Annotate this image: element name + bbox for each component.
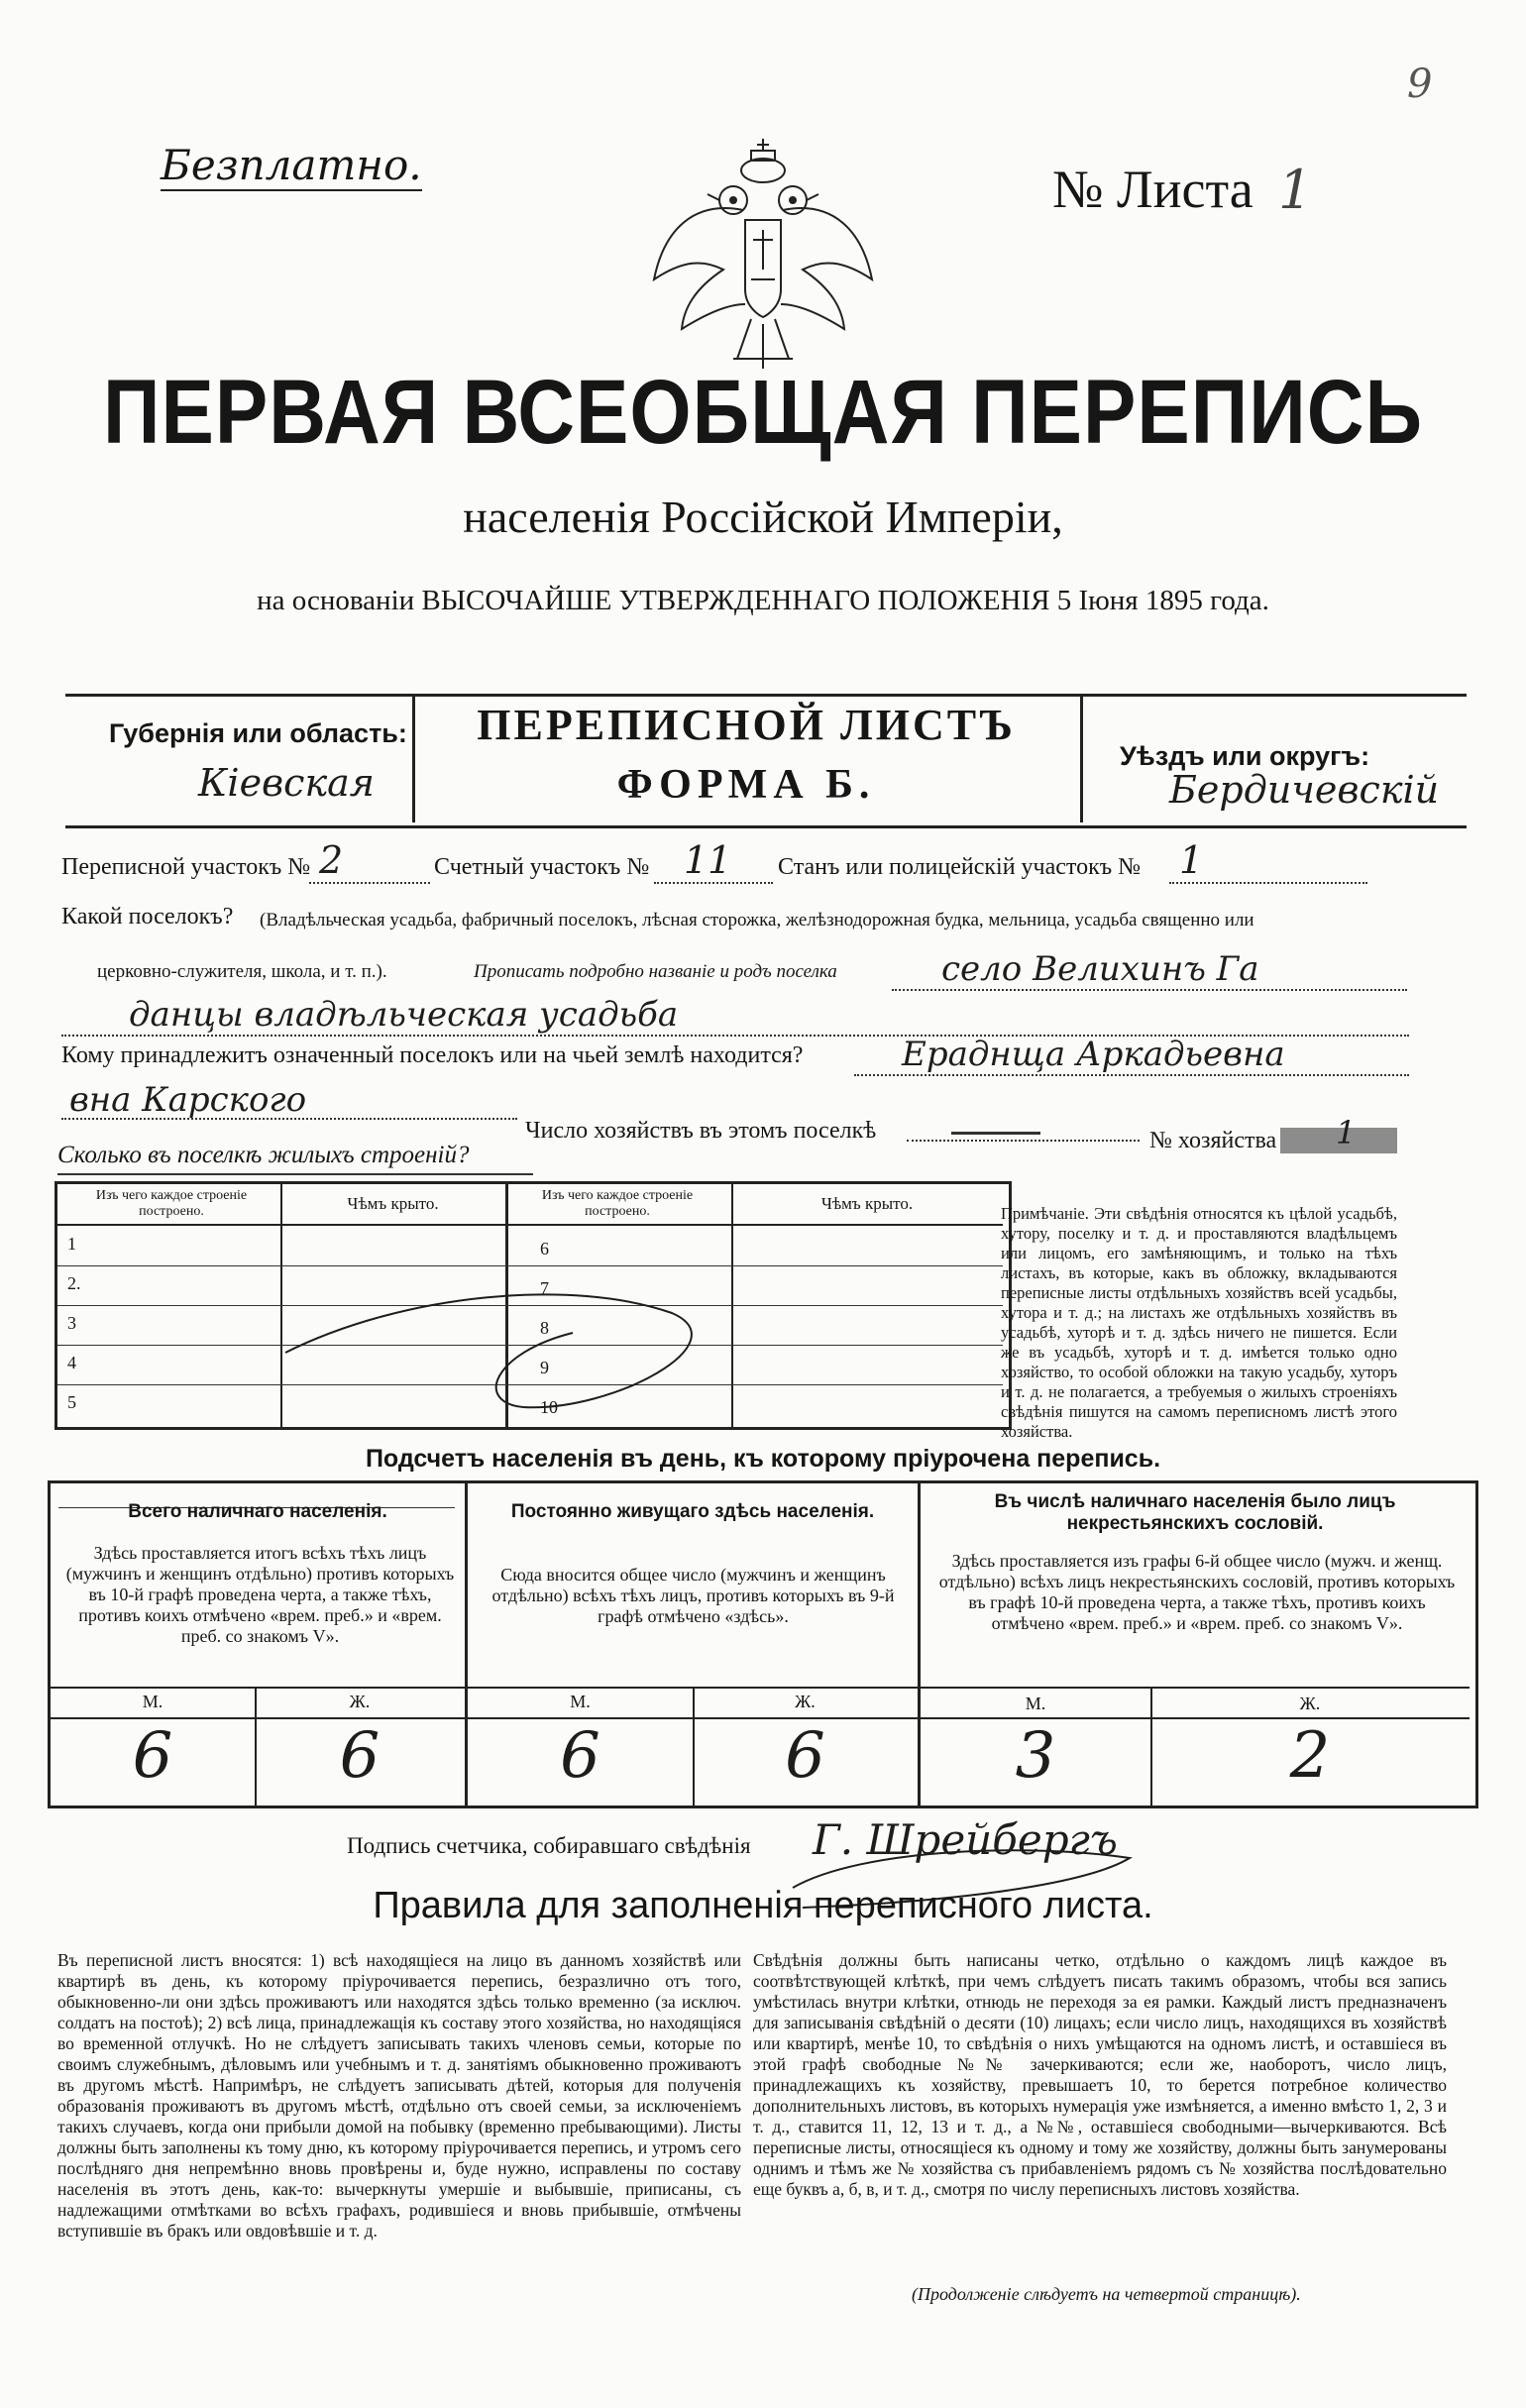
owner-line-1 bbox=[854, 1074, 1409, 1076]
continued-note: (Продолженіе слѣдуетъ на четвертой страницѣ). bbox=[912, 2284, 1301, 2304]
rules-left-column: Въ переписной листъ вносятся: 1) всѣ находящіеся на лицо въ данномъ хозяйствѣ или квартирѣ въ день, къ которому пріурочивается перепись, безразлично отъ того, обыкновенно-ли они здѣсь проживаютъ или находятся здѣсь только временно (за исключ. солдатъ на постоѣ); 2) всѣ лица, принадлежащія къ составу этого хозяйства, но находящіяся во временной отлучкѣ. Но не слѣдуетъ записывать такихъ членовъ семьи, которые по своимъ служебнымъ, дѣловымъ или учебнымъ и т. д. занятіямъ обыкновенно проживаютъ въ другомъ мѣстѣ. Напримѣръ, не слѣдуетъ записывать дѣтей, которыя для полученія образованія проживаютъ въ другомъ мѣстѣ, отдѣльно отъ своей семьи, за исключеніемъ такихъ случаевъ, когда они прибыли домой на побывку (временно пребывающими). Листы должны быть заполнены къ тому дню, къ которому пріурочивается перепись, и утромъ сего послѣдняго дня непремѣнно вновь провѣрены и, буде нужно, исправлены по составу населенія въ этотъ день, как-то: вычеркнуты умершіе и выбывшіе, приписаны, съ надлежащими отмѣтками во всѣхъ графахъ, родившіеся и вновь прибывшіе, отмѣчены вступившіе въ бракъ или овдовѣвшіе и т. д. bbox=[57, 1950, 741, 2241]
present-population-header: Всего наличнаго населенія. bbox=[128, 1501, 387, 1522]
rules-right-column: Свѣдѣнія должны быть написаны четко, отдѣльно о каждомъ лицѣ каждое въ соотвѣтствующей клѣткѣ, при чемъ слѣдуетъ писать такимъ образомъ, чтобы вся запись умѣстилась внутри клѣтки, отнюдь не переходя за ея рамки. Каждый листъ предназначенъ для записыванія свѣдѣній о десяти (10) лицахъ; если число лицъ, находящихся въ хозяйствѣ или квартирѣ, менѣе 10, то свѣдѣнія о нихъ умѣщаются на одномъ листѣ, и оставшіеся въ этой графѣ свободные №№ зачеркиваются; если же, наоборотъ, число лицъ, принадлежащихъ къ хозяйству, превышаетъ 10, то берется потребное количество дополнительныхъ листовъ, въ которыхъ нумерація уже измѣняется, а именно вмѣсто 1, 2, 3 и т. д., ставится 11, 12, 13 и т. д., а №№, оставшіеся свободными—вычеркиваются. Всѣ переписные листы, относящіеся къ одному и тому же хозяйству, должны быть занумерованы однимъ и тѣмъ же № хозяйства съ прибавленіемъ рядомъ съ № хозяйства послѣдовательно еще буквъ а, б, в, и т. д., смотря по числу переписныхъ листовъ хозяйства. bbox=[753, 1950, 1447, 2199]
page-title: ПЕРВАЯ ВСЕОБЩАЯ ПЕРЕПИСЬ bbox=[103, 361, 1423, 463]
households-label: Число хозяйствъ въ этомъ поселкѣ bbox=[525, 1118, 877, 1144]
free-label: Безплатно. bbox=[161, 141, 422, 189]
buildings-row-number: 4 bbox=[67, 1353, 76, 1372]
rules-title: Правила для заполненія переписного листа. bbox=[373, 1885, 1153, 1926]
enumerator-signature-label: Подпись счетчика, собиравшаго свѣдѣнія bbox=[347, 1833, 751, 1858]
stan-label: Станъ или полицейскій участокъ № bbox=[778, 854, 1142, 880]
permanent-m-value: 6 bbox=[560, 1719, 600, 1793]
owner-question: Кому принадлежитъ означенный поселокъ или на чьей землѣ находится? bbox=[61, 1042, 804, 1068]
permanent-population-header: Постоянно живущаго здѣсь населенія. bbox=[510, 1501, 875, 1522]
owner-value-1: Ераднща Аркадьевна bbox=[902, 1035, 1285, 1074]
buildings-row-number: 7 bbox=[540, 1278, 549, 1298]
population-count-heading: Подсчетъ населенія въ день, къ которому пріурочена перепись. bbox=[365, 1445, 1161, 1473]
settlement-value-2: данцы владѣльческая усадьба bbox=[129, 995, 679, 1035]
buildings-row-number: 3 bbox=[67, 1313, 76, 1333]
permanent-f-value: 6 bbox=[785, 1719, 825, 1793]
permanent-m-label: М. bbox=[570, 1692, 591, 1711]
page-number: 9 bbox=[1407, 61, 1433, 107]
present-population-description: Здѣсь проставляется итогъ всѣхъ тѣхъ лицъ (мужчинъ и женщинъ отдѣльно) противъ которыхъ въ 10-й графѣ проведена черта, а также тѣхъ, противъ коихъ отмѣчено «врем. преб.» и «врем. преб. со знакомъ V». bbox=[65, 1543, 455, 1646]
settlement-question: Какой поселокъ? bbox=[61, 904, 234, 930]
province-label: Губернія или область: bbox=[109, 718, 407, 748]
buildings-note: Примѣчаніе. Эти свѣдѣнія относятся къ цѣлой усадьбѣ, хутору, поселку и т. д. и проставляются владѣльцемъ или лицомъ, его замѣняющимъ, и только на тѣхъ листахъ, въ которые, какъ въ обложку, вкладываются переписные листы отдѣльныхъ хозяйствъ всей усадьбы, хутора и т. д.; на листахъ же отдѣльныхъ хозяйствъ въ усадьбѣ, хуторѣ и т. д. здѣсь ничего не пишется. Если же въ усадьбѣ, хуторѣ и т. д. имѣется только одно хозяйство, то особой обложки на такую усадьбу, хуторъ и т. д. не полагается, а требуемыя о жилыхъ строеніяхъ свѣдѣнія пишутся на самомъ переписномъ листѣ этого хозяйства. bbox=[1001, 1204, 1397, 1441]
province-value: Кіевская bbox=[198, 761, 375, 805]
form-title: ПЕРЕПИСНОЙ ЛИСТЪ bbox=[477, 701, 1016, 749]
nonpeasant-f-value: 2 bbox=[1289, 1719, 1331, 1793]
nonpeasant-m-label: М. bbox=[1025, 1694, 1046, 1713]
nonpeasant-population-description: Здѣсь проставляется изъ графы 6-й общее число (мужч. и женщ. отдѣльно) всѣхъ лицъ некрестьянскихъ сословій, противъ которыхъ въ графѣ 10-й проведена черта, а также тѣхъ, противъ коихъ отмѣчено «врем. преб.» и «врем. преб. со знакомъ V». bbox=[938, 1551, 1456, 1633]
counting-section-label: Счетный участокъ № bbox=[434, 854, 650, 880]
district-value: Бердичевскій bbox=[1169, 768, 1440, 812]
household-no-label: № хозяйства bbox=[1149, 1128, 1277, 1153]
buildings-header-material-left: Изъ чего каждое строеніе построено. bbox=[95, 1188, 248, 1219]
settlement-hint-2: церковно-служителя, школа, и т. п.). bbox=[97, 961, 387, 982]
nonpeasant-population-header: Въ числѣ наличнаго населенія было лицъ некрестьянскихъ сословій. bbox=[994, 1491, 1396, 1534]
present-f-label: Ж. bbox=[349, 1692, 371, 1711]
buildings-row-number: 9 bbox=[540, 1358, 549, 1377]
settlement-hint-1: (Владѣльческая усадьба, фабричный поселокъ, лѣсная сторожка, желѣзнодорожная будка, мельница, усадьба священно или bbox=[260, 910, 1254, 930]
district-label: Уѣздъ или округъ: bbox=[1120, 741, 1370, 771]
legal-basis: на основаніи ВЫСОЧАЙШЕ УТВЕРЖДЕННАГО ПОЛОЖЕНІЯ 5 Іюня 1895 года. bbox=[257, 585, 1269, 616]
households-line bbox=[907, 1140, 1140, 1142]
permanent-population-description: Сюда вносится общее число (мужчинъ и женщинъ отдѣльно) всѣхъ тѣхъ лицъ, противъ которыхъ въ 9-й графѣ отмѣчено «здѣсь». bbox=[491, 1565, 895, 1626]
household-no-value: 1 bbox=[1336, 1114, 1357, 1151]
enumerator-signature: Г. Шрейбергъ bbox=[813, 1815, 1118, 1864]
buildings-header-roof-left: Чѣмъ крыто. bbox=[347, 1194, 439, 1213]
buildings-strike-mark bbox=[57, 1184, 1009, 1427]
census-section-line bbox=[309, 882, 430, 884]
imperial-eagle-emblem bbox=[634, 131, 892, 388]
settlement-hint-3: Прописать подробно названіе и родъ поселка bbox=[474, 961, 837, 982]
census-section-label: Переписной участокъ № bbox=[61, 854, 311, 880]
settlement-value-1: село Велихинъ Га bbox=[941, 949, 1259, 989]
dwellings-question: Сколько въ поселкѣ жилыхъ строеній? bbox=[57, 1142, 470, 1168]
buildings-header-material-right: Изъ чего каждое строеніе построено. bbox=[541, 1188, 694, 1219]
population-count-table bbox=[48, 1480, 1478, 1808]
households-dash bbox=[951, 1132, 1040, 1135]
nonpeasant-m-value: 3 bbox=[1015, 1719, 1056, 1793]
nonpeasant-f-label: Ж. bbox=[1299, 1694, 1321, 1713]
buildings-header-roof-right: Чѣмъ крыто. bbox=[820, 1194, 914, 1213]
present-m-label: М. bbox=[142, 1692, 164, 1711]
present-m-value: 6 bbox=[132, 1719, 173, 1793]
buildings-row-number: 5 bbox=[67, 1392, 76, 1412]
dwellings-underline bbox=[57, 1173, 533, 1175]
permanent-f-label: Ж. bbox=[795, 1692, 816, 1711]
sheet-number-label: № Листа bbox=[1052, 160, 1254, 219]
buildings-row-number: 6 bbox=[540, 1239, 549, 1259]
stan-value: 1 bbox=[1179, 838, 1204, 882]
buildings-row-number: 10 bbox=[540, 1397, 558, 1417]
settlement-line-1 bbox=[892, 989, 1407, 991]
stan-line bbox=[1169, 882, 1367, 884]
counting-section-value: 11 bbox=[684, 838, 732, 882]
page-subtitle: населенія Россійской Имперіи, bbox=[463, 492, 1063, 542]
buildings-table bbox=[54, 1181, 1012, 1430]
sheet-number-value: 1 bbox=[1278, 159, 1313, 221]
buildings-row-number: 2. bbox=[67, 1273, 81, 1293]
form-subtitle: ФОРМА Б. bbox=[616, 762, 876, 808]
buildings-row-number: 8 bbox=[540, 1318, 549, 1338]
owner-value-2: вна Карского bbox=[69, 1080, 307, 1120]
present-f-value: 6 bbox=[339, 1719, 381, 1793]
counting-section-line bbox=[654, 882, 773, 884]
census-section-value: 2 bbox=[319, 838, 344, 882]
buildings-row-number: 1 bbox=[67, 1234, 76, 1254]
